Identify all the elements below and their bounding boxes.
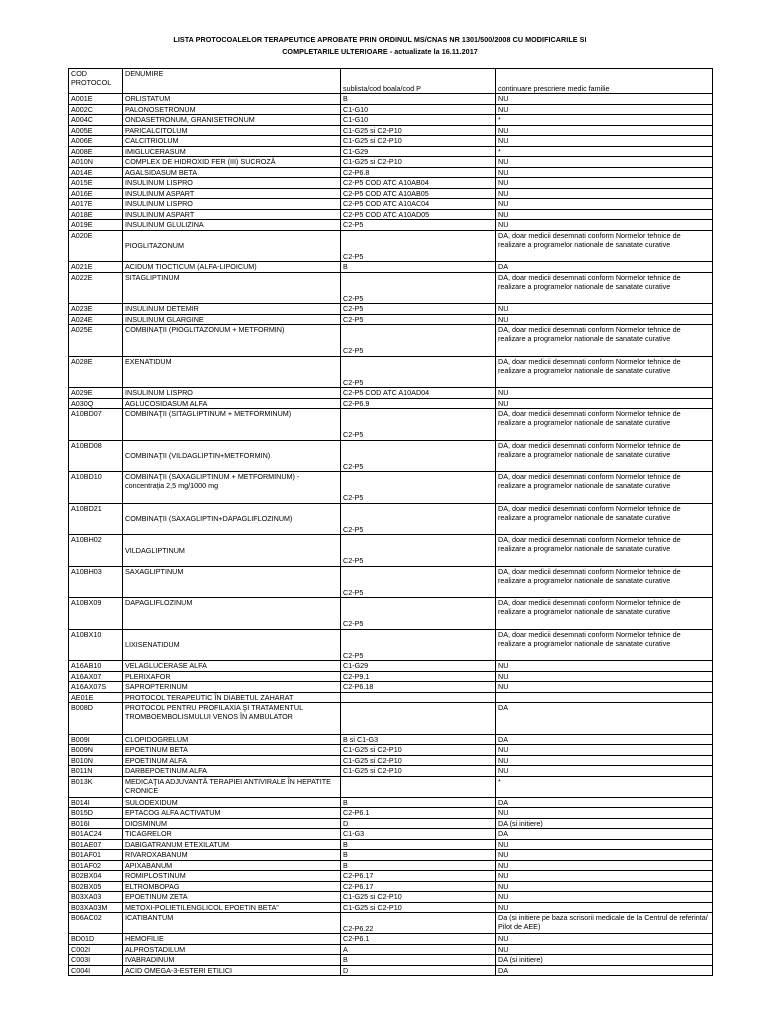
header-continuare: continuare prescriere medic familie — [496, 69, 713, 94]
cell-cod-protocol: A004C — [69, 115, 123, 126]
table-row — [69, 955, 713, 966]
cell-sublista: C1-G25 si C2-P10 — [341, 157, 496, 168]
cell-denumire: DABIGATRANUM ETEXILATUM — [123, 839, 341, 850]
cell-continuare: DA (si initiere) — [496, 818, 713, 829]
cell-denumire: ICATIBANTUM — [123, 913, 341, 934]
cell-denumire: ELTROMBOPAG — [123, 881, 341, 892]
cell-sublista: C2-P5 — [341, 325, 496, 357]
cell-denumire: VILDAGLIPTINUM — [123, 535, 341, 567]
cell-cod-protocol: B03XA03M — [69, 902, 123, 913]
cell-denumire: PLERIXAFOR — [123, 671, 341, 682]
cell-continuare: DA, doar medicii desemnati conform Normelor tehnice de realizare a programelor nationale de sanatate curative — [496, 230, 713, 262]
cell-denumire: EPOETINUM BETA — [123, 745, 341, 756]
table-row — [69, 829, 713, 840]
cell-continuare: NU — [496, 755, 713, 766]
cell-sublista: C1-G25 si C2-P10 — [341, 125, 496, 136]
table-row — [69, 934, 713, 945]
table-row — [69, 860, 713, 871]
table-row — [69, 188, 713, 199]
table-row — [69, 682, 713, 693]
cell-denumire: CLOPIDOGRELUM — [123, 734, 341, 745]
cell-denumire: RIVAROXABANUM — [123, 850, 341, 861]
cell-denumire: COMBINAŢII (SAXAGLIPTINUM + METFORMINUM) - concentraţia 2,5 mg/1000 mg — [123, 472, 341, 504]
cell-continuare: NU — [496, 398, 713, 409]
cell-cod-protocol: A16AX07 — [69, 671, 123, 682]
cell-cod-protocol: B011N — [69, 766, 123, 777]
cell-denumire: ORLISTATUM — [123, 94, 341, 105]
cell-sublista: C1-G29 — [341, 146, 496, 157]
cell-continuare: NU — [496, 304, 713, 315]
cell-denumire: ACIDUM TIOCTICUM (ALFA-LIPOICUM) — [123, 262, 341, 273]
table-row — [69, 230, 713, 262]
table-row — [69, 745, 713, 756]
cell-denumire: SAPROPTERINUM — [123, 682, 341, 693]
cell-continuare: * — [496, 776, 713, 797]
table-row — [69, 892, 713, 903]
cell-continuare: NU — [496, 314, 713, 325]
table-row — [69, 871, 713, 882]
cell-continuare: DA, doar medicii desemnati conform Normelor tehnice de realizare a programelor nationale de sanatate curative — [496, 472, 713, 504]
cell-denumire: AGLUCOSIDASUM ALFA — [123, 398, 341, 409]
cell-cod-protocol: A019E — [69, 220, 123, 231]
table-row — [69, 262, 713, 273]
table-row — [69, 944, 713, 955]
cell-sublista: B — [341, 955, 496, 966]
table-row — [69, 125, 713, 136]
cell-cod-protocol: A028E — [69, 356, 123, 388]
table-row — [69, 692, 713, 703]
cell-continuare: DA, doar medicii desemnati conform Normelor tehnice de realizare a programelor nationale de sanatate curative — [496, 503, 713, 535]
cell-denumire: EXENATIDUM — [123, 356, 341, 388]
cell-cod-protocol: B01AF01 — [69, 850, 123, 861]
cell-sublista: C2-P6.18 — [341, 682, 496, 693]
cell-sublista: B — [341, 797, 496, 808]
cell-continuare: * — [496, 146, 713, 157]
cell-sublista — [341, 776, 496, 797]
cell-sublista: C2-P5 — [341, 314, 496, 325]
table-row — [69, 356, 713, 388]
cell-cod-protocol: A030Q — [69, 398, 123, 409]
table-row — [69, 314, 713, 325]
table-row — [69, 566, 713, 598]
table-row — [69, 913, 713, 934]
cell-cod-protocol: C004I — [69, 965, 123, 976]
table-row — [69, 850, 713, 861]
table-row — [69, 734, 713, 745]
cell-cod-protocol: A10BD21 — [69, 503, 123, 535]
document-title — [60, 34, 700, 58]
table-row — [69, 157, 713, 168]
cell-cod-protocol: A020E — [69, 230, 123, 262]
cell-cod-protocol: A002C — [69, 104, 123, 115]
cell-sublista: A — [341, 944, 496, 955]
cell-cod-protocol: A006E — [69, 136, 123, 147]
cell-cod-protocol: B06AC02 — [69, 913, 123, 934]
table-row — [69, 839, 713, 850]
cell-denumire: DARBEPOETINUM ALFA — [123, 766, 341, 777]
cell-continuare: NU — [496, 892, 713, 903]
cell-denumire: PALONOSETRONUM — [123, 104, 341, 115]
cell-cod-protocol: A021E — [69, 262, 123, 273]
cell-denumire: ACID OMEGA-3-ESTERI ETILICI — [123, 965, 341, 976]
cell-continuare: NU — [496, 850, 713, 861]
header-row — [69, 69, 713, 94]
cell-cod-protocol: B02BX04 — [69, 871, 123, 882]
cell-denumire: CALCITRIOLUM — [123, 136, 341, 147]
cell-cod-protocol: A005E — [69, 125, 123, 136]
cell-cod-protocol: A008E — [69, 146, 123, 157]
cell-cod-protocol: AE01E — [69, 692, 123, 703]
cell-denumire: MEDICAŢIA ADJUVANTĂ TERAPIEI ANTIVIRALE ÎN HEPATITE CRONICE — [123, 776, 341, 797]
table-row — [69, 766, 713, 777]
table-row — [69, 304, 713, 315]
table-row — [69, 209, 713, 220]
header-denumire: DENUMIRE — [123, 69, 341, 94]
cell-sublista: C2-P5 COD ATC A10AD04 — [341, 388, 496, 399]
cell-cod-protocol: A10BD08 — [69, 440, 123, 472]
cell-denumire: PROTOCOL TERAPEUTIC ÎN DIABETUL ZAHARAT — [123, 692, 341, 703]
table-row — [69, 136, 713, 147]
cell-sublista: C1-G25 si C2-P10 — [341, 745, 496, 756]
cell-sublista: C2-P5 — [341, 272, 496, 304]
cell-sublista: D — [341, 818, 496, 829]
cell-cod-protocol: A016E — [69, 188, 123, 199]
cell-cod-protocol: A10BH02 — [69, 535, 123, 567]
title-line-1: LISTA PROTOCOALELOR TERAPEUTICE APROBATE PRIN ORDINUL MS/CNAS NR 1301/500/2008 CU MODIFICARILE SI — [173, 35, 587, 44]
table-row — [69, 598, 713, 630]
cell-continuare: NU — [496, 178, 713, 189]
cell-sublista: C2-P6.8 — [341, 167, 496, 178]
cell-denumire: IMIGLUCERASUM — [123, 146, 341, 157]
cell-denumire: PROTOCOL PENTRU PROFILAXIA ŞI TRATAMENTUL TROMBOEMBOLISMULUI VENOS ÎN AMBULATOR — [123, 703, 341, 735]
cell-continuare: NU — [496, 934, 713, 945]
cell-continuare: NU — [496, 167, 713, 178]
cell-denumire: SAXAGLIPTINUM — [123, 566, 341, 598]
table-row — [69, 220, 713, 231]
cell-continuare: NU — [496, 766, 713, 777]
cell-continuare: NU — [496, 745, 713, 756]
cell-cod-protocol: A16AX07S — [69, 682, 123, 693]
cell-denumire: INSULINUM LISPRO — [123, 178, 341, 189]
cell-continuare: NU — [496, 104, 713, 115]
table-row — [69, 272, 713, 304]
cell-continuare: DA, doar medicii desemnati conform Normelor tehnice de realizare a programelor nationale de sanatate curative — [496, 598, 713, 630]
cell-cod-protocol: A10BX09 — [69, 598, 123, 630]
table-row — [69, 472, 713, 504]
cell-sublista: B — [341, 850, 496, 861]
cell-sublista: C2-P5 COD ATC A10AD05 — [341, 209, 496, 220]
cell-sublista: C2-P5 — [341, 440, 496, 472]
table-row — [69, 629, 713, 661]
cell-cod-protocol: C003I — [69, 955, 123, 966]
table-row — [69, 808, 713, 819]
cell-denumire: PARICALCITOLUM — [123, 125, 341, 136]
cell-sublista: C1-G10 — [341, 104, 496, 115]
cell-continuare: DA, doar medicii desemnati conform Normelor tehnice de realizare a programelor nationale de sanatate curative — [496, 629, 713, 661]
cell-denumire: COMBINAŢII (SITAGLIPTINUM + METFORMINUM) — [123, 409, 341, 441]
cell-cod-protocol: B015D — [69, 808, 123, 819]
cell-sublista: B — [341, 94, 496, 105]
cell-sublista: C1-G10 — [341, 115, 496, 126]
cell-continuare: DA — [496, 797, 713, 808]
table-row — [69, 661, 713, 672]
cell-continuare — [496, 692, 713, 703]
cell-continuare: NU — [496, 871, 713, 882]
table-row — [69, 503, 713, 535]
cell-sublista: C2-P6.17 — [341, 871, 496, 882]
cell-cod-protocol: B009N — [69, 745, 123, 756]
cell-cod-protocol: B009I — [69, 734, 123, 745]
table-row — [69, 115, 713, 126]
table-row — [69, 755, 713, 766]
cell-cod-protocol: B01AC24 — [69, 829, 123, 840]
cell-continuare: DA, doar medicii desemnati conform Normelor tehnice de realizare a programelor nationale de sanatate curative — [496, 409, 713, 441]
cell-denumire: SULODEXIDUM — [123, 797, 341, 808]
cell-continuare: DA — [496, 703, 713, 735]
cell-continuare: Da (si initiere pe baza scrisorii medicale de la Centrul de referinta/ Pilot de AEE) — [496, 913, 713, 934]
table-row — [69, 776, 713, 797]
table-row — [69, 146, 713, 157]
table-row — [69, 167, 713, 178]
cell-continuare: NU — [496, 125, 713, 136]
cell-denumire: INSULINUM LISPRO — [123, 199, 341, 210]
cell-sublista: C1-G25 si C2-P10 — [341, 755, 496, 766]
cell-sublista: C2-P5 — [341, 356, 496, 388]
cell-sublista: C2-P5 — [341, 629, 496, 661]
cell-sublista: D — [341, 965, 496, 976]
cell-continuare: NU — [496, 136, 713, 147]
cell-continuare: NU — [496, 94, 713, 105]
cell-continuare: DA — [496, 734, 713, 745]
cell-denumire: HEMOFILIE — [123, 934, 341, 945]
cell-cod-protocol: A10BX10 — [69, 629, 123, 661]
cell-cod-protocol: A029E — [69, 388, 123, 399]
cell-denumire: VELAGLUCERASE ALFA — [123, 661, 341, 672]
cell-continuare: NU — [496, 199, 713, 210]
cell-denumire: COMBINAŢII (VILDAGLIPTIN+METFORMIN) — [123, 440, 341, 472]
header-cod-protocol: COD PROTOCOL — [69, 69, 123, 94]
table-row — [69, 398, 713, 409]
cell-continuare: NU — [496, 157, 713, 168]
cell-continuare: NU — [496, 902, 713, 913]
cell-cod-protocol: B010N — [69, 755, 123, 766]
table-row — [69, 797, 713, 808]
cell-cod-protocol: A025E — [69, 325, 123, 357]
cell-sublista: C1-G29 — [341, 661, 496, 672]
cell-denumire: INSULINUM ASPART — [123, 188, 341, 199]
table-row — [69, 818, 713, 829]
table-row — [69, 535, 713, 567]
cell-cod-protocol: B01AE07 — [69, 839, 123, 850]
table-row — [69, 703, 713, 735]
cell-continuare: NU — [496, 860, 713, 871]
cell-cod-protocol: A014E — [69, 167, 123, 178]
cell-sublista: C2-P5 — [341, 304, 496, 315]
cell-sublista: C2-P6.22 — [341, 913, 496, 934]
cell-cod-protocol: A018E — [69, 209, 123, 220]
cell-sublista: C2-P5 — [341, 503, 496, 535]
header-sublista: sublista/cod boala/cod P — [341, 69, 496, 94]
cell-cod-protocol: A001E — [69, 94, 123, 105]
cell-denumire: ONDASETRONUM, GRANISETRONUM — [123, 115, 341, 126]
cell-cod-protocol: A017E — [69, 199, 123, 210]
cell-denumire: APIXABANUM — [123, 860, 341, 871]
cell-continuare: NU — [496, 209, 713, 220]
cell-sublista: C2-P6.9 — [341, 398, 496, 409]
cell-denumire: INSULINUM GLULIZINA — [123, 220, 341, 231]
table-row — [69, 94, 713, 105]
cell-denumire: ALPROSTADILUM — [123, 944, 341, 955]
cell-sublista: C1-G25 si C2-P10 — [341, 902, 496, 913]
cell-continuare: DA (si initiere) — [496, 955, 713, 966]
cell-sublista — [341, 703, 496, 735]
cell-continuare: DA — [496, 965, 713, 976]
table-row — [69, 325, 713, 357]
cell-denumire: EPOETINUM ZETA — [123, 892, 341, 903]
cell-cod-protocol: B008D — [69, 703, 123, 735]
cell-cod-protocol: A023E — [69, 304, 123, 315]
cell-denumire: INSULINUM GLARGINE — [123, 314, 341, 325]
cell-sublista: C2-P6.1 — [341, 934, 496, 945]
table-row — [69, 881, 713, 892]
cell-sublista: C1-G25 si C2-P10 — [341, 892, 496, 903]
cell-continuare: NU — [496, 682, 713, 693]
cell-denumire: COMPLEX DE HIDROXID FER (III) SUCROZĂ — [123, 157, 341, 168]
cell-sublista: C1-G25 si C2-P10 — [341, 136, 496, 147]
cell-denumire: INSULINUM DETEMIR — [123, 304, 341, 315]
cell-continuare: DA — [496, 262, 713, 273]
cell-continuare: DA, doar medicii desemnati conform Normelor tehnice de realizare a programelor nationale de sanatate curative — [496, 356, 713, 388]
cell-sublista: C2-P5 — [341, 472, 496, 504]
cell-denumire: ROMIPLOSTINUM — [123, 871, 341, 882]
cell-cod-protocol: A16AB10 — [69, 661, 123, 672]
cell-denumire: EPTACOG ALFA ACTIVATUM — [123, 808, 341, 819]
cell-cod-protocol: A10BH03 — [69, 566, 123, 598]
cell-continuare: DA, doar medicii desemnati conform Normelor tehnice de realizare a programelor nationale de sanatate curative — [496, 440, 713, 472]
cell-sublista: C2-P5 COD ATC A10AB04 — [341, 178, 496, 189]
cell-sublista: C2-P5 COD ATC A10AB05 — [341, 188, 496, 199]
cell-sublista: C1-G25 si C2-P10 — [341, 766, 496, 777]
cell-continuare: DA, doar medicii desemnati conform Normelor tehnice de realizare a programelor nationale de sanatate curative — [496, 566, 713, 598]
protocol-table — [68, 68, 713, 976]
cell-sublista: B — [341, 839, 496, 850]
table-row — [69, 199, 713, 210]
cell-denumire: IVABRADINUM — [123, 955, 341, 966]
cell-sublista: C2-P5 — [341, 535, 496, 567]
cell-continuare: NU — [496, 944, 713, 955]
cell-cod-protocol: A10BD07 — [69, 409, 123, 441]
cell-sublista: C2-P5 — [341, 220, 496, 231]
cell-sublista — [341, 692, 496, 703]
cell-sublista: C2-P5 — [341, 230, 496, 262]
cell-sublista: C2-P6.1 — [341, 808, 496, 819]
cell-continuare: NU — [496, 661, 713, 672]
cell-denumire: COMBINAŢII (SAXAGLIPTIN+DAPAGLIFLOZINUM) — [123, 503, 341, 535]
cell-sublista: B — [341, 860, 496, 871]
cell-denumire: PIOGLITAZONUM — [123, 230, 341, 262]
cell-sublista: C2-P9.1 — [341, 671, 496, 682]
cell-cod-protocol: B014I — [69, 797, 123, 808]
cell-continuare: DA, doar medicii desemnati conform Normelor tehnice de realizare a programelor nationale de sanatate curative — [496, 535, 713, 567]
cell-cod-protocol: A10BD10 — [69, 472, 123, 504]
cell-continuare: NU — [496, 388, 713, 399]
cell-sublista: C1-G3 — [341, 829, 496, 840]
title-line-2: COMPLETARILE ULTERIOARE - actualizate la 16.11.2017 — [282, 47, 478, 56]
cell-cod-protocol: B013K — [69, 776, 123, 797]
cell-continuare: NU — [496, 188, 713, 199]
cell-sublista: C2-P5 — [341, 566, 496, 598]
cell-denumire: TICAGRELOR — [123, 829, 341, 840]
cell-cod-protocol: BD01D — [69, 934, 123, 945]
table-row — [69, 965, 713, 976]
cell-sublista: C2-P6.17 — [341, 881, 496, 892]
cell-denumire: INSULINUM LISPRO — [123, 388, 341, 399]
cell-cod-protocol: A024E — [69, 314, 123, 325]
table-row — [69, 178, 713, 189]
cell-continuare: NU — [496, 808, 713, 819]
cell-denumire: INSULINUM ASPART — [123, 209, 341, 220]
table-row — [69, 409, 713, 441]
cell-cod-protocol: B03XA03 — [69, 892, 123, 903]
cell-denumire: LIXISENATIDUM — [123, 629, 341, 661]
cell-denumire: EPOETINUM ALFA — [123, 755, 341, 766]
cell-sublista: B si C1-G3 — [341, 734, 496, 745]
table-row — [69, 388, 713, 399]
table-row — [69, 671, 713, 682]
cell-cod-protocol: A015E — [69, 178, 123, 189]
cell-cod-protocol: B02BX05 — [69, 881, 123, 892]
table-row — [69, 902, 713, 913]
cell-sublista: C2-P5 — [341, 409, 496, 441]
cell-continuare: * — [496, 115, 713, 126]
cell-continuare: NU — [496, 671, 713, 682]
cell-cod-protocol: A022E — [69, 272, 123, 304]
cell-cod-protocol: B01AF02 — [69, 860, 123, 871]
cell-denumire: AGALSIDASUM BETA — [123, 167, 341, 178]
cell-denumire: METOXI-POLIETILENGLICOL EPOETIN BETA" — [123, 902, 341, 913]
table-row — [69, 104, 713, 115]
cell-sublista: C2-P5 — [341, 598, 496, 630]
cell-cod-protocol: A010N — [69, 157, 123, 168]
cell-continuare: NU — [496, 881, 713, 892]
cell-denumire: SITAGLIPTINUM — [123, 272, 341, 304]
table-row — [69, 440, 713, 472]
cell-continuare: DA — [496, 829, 713, 840]
cell-denumire: DIOSMINUM — [123, 818, 341, 829]
cell-cod-protocol: C002I — [69, 944, 123, 955]
cell-denumire: DAPAGLIFLOZINUM — [123, 598, 341, 630]
cell-continuare: NU — [496, 220, 713, 231]
cell-continuare: DA, doar medicii desemnati conform Normelor tehnice de realizare a programelor nationale de sanatate curative — [496, 325, 713, 357]
cell-denumire: COMBINAŢII (PIOGLITAZONUM + METFORMIN) — [123, 325, 341, 357]
cell-continuare: NU — [496, 839, 713, 850]
cell-sublista: B — [341, 262, 496, 273]
cell-sublista: C2-P5 COD ATC A10AC04 — [341, 199, 496, 210]
cell-cod-protocol: B016I — [69, 818, 123, 829]
cell-continuare: DA, doar medicii desemnati conform Normelor tehnice de realizare a programelor nationale de sanatate curative — [496, 272, 713, 304]
